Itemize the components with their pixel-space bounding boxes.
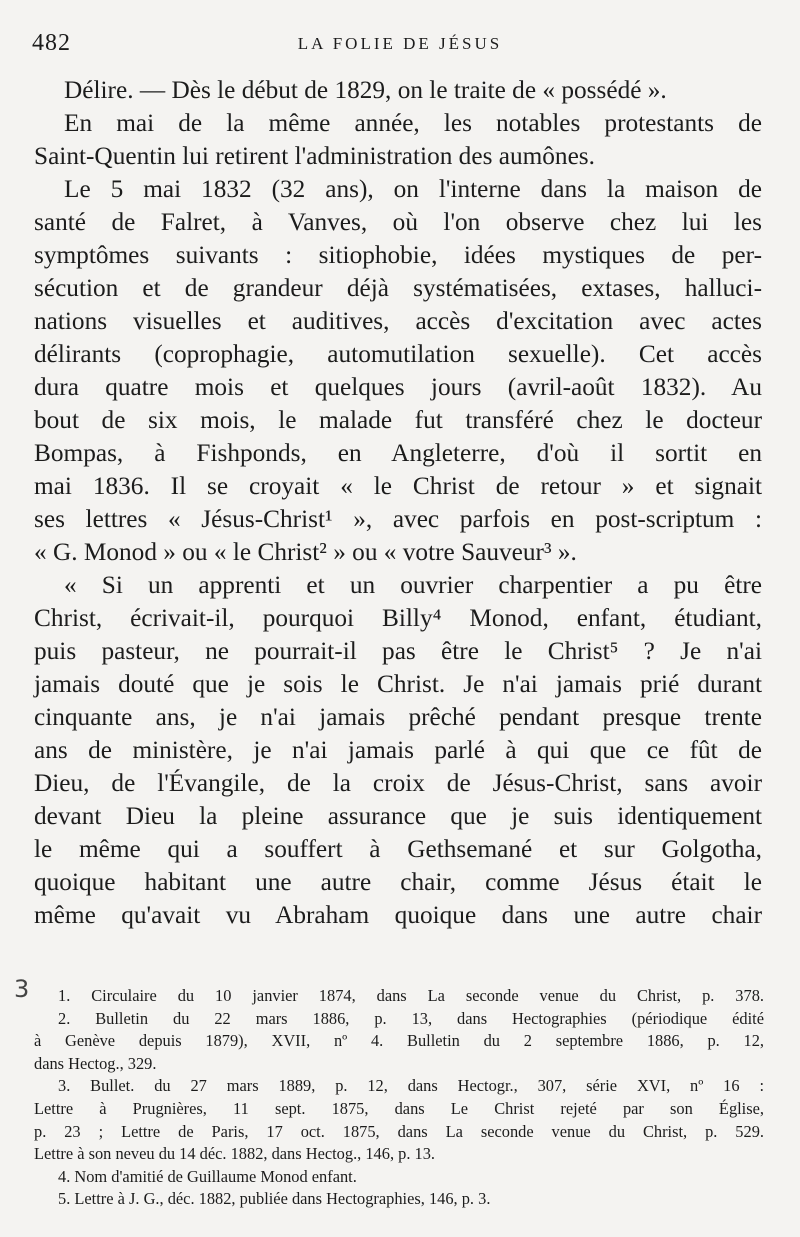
text-line: Le 5 mai 1832 (32 ans), on l'interne dans la maison de	[64, 175, 762, 203]
footnote-line: 4. Nom d'amitié de Guillaume Monod enfant.	[58, 1166, 357, 1186]
text-line: Christ, écrivait-il, pourquoi Billy⁴ Monod, enfant, étudiant,	[34, 604, 762, 632]
text-line: devant Dieu la pleine assurance que je suis identiquement	[34, 802, 762, 830]
footnote-line: Lettre à son neveu du 14 déc. 1882, dans Hectog., 146, p. 13.	[34, 1144, 436, 1164]
footnote-line: 3. Bullet. du 27 mars 1889, p. 12, dans Hectogr., 307, série XVI, nº 16 :	[58, 1076, 764, 1096]
text-line: Délire. — Dès le début de 1829, on le traite de « possédé ».	[64, 76, 667, 104]
footnote-line: dans Hectog., 329.	[34, 1053, 157, 1073]
text-line: puis pasteur, ne pourrait-il pas être le Christ⁵ ? Je n'ai	[34, 637, 762, 665]
text-line: dura quatre mois et quelques jours (avril-août 1832). Au	[34, 373, 762, 401]
footnote-line: à Genève depuis 1879), XVII, nº 4. Bulletin du 2 septembre 1886, p. 12,	[34, 1031, 764, 1051]
margin-mark: 3	[14, 975, 30, 1003]
text-line: santé de Falret, à Vanves, où l'on observe chez lui les	[34, 208, 762, 236]
text-line: même qu'avait vu Abraham quoique dans une autre chair	[34, 901, 762, 929]
text-line: Dieu, de l'Évangile, de la croix de Jésus-Christ, sans avoir	[34, 769, 762, 797]
text-line: jamais douté que je sois le Christ. Je n'ai jamais prié durant	[34, 670, 762, 698]
footnote-line: p. 23 ; Lettre de Paris, 17 oct. 1875, dans La seconde venue du Christ, p. 529.	[34, 1121, 764, 1141]
text-line: quoique habitant une autre chair, comme Jésus était le	[34, 868, 762, 896]
running-head: LA FOLIE DE JÉSUS	[297, 34, 503, 53]
text-line: mai 1836. Il se croyait « le Christ de retour » et signait	[34, 472, 762, 500]
footnote-line: 1. Circulaire du 10 janvier 1874, dans La seconde venue du Christ, p. 378.	[58, 986, 764, 1005]
page-number: 482	[32, 30, 71, 56]
text-line: délirants (coprophagie, automutilation sexuelle). Cet accès	[34, 340, 762, 368]
text-line: le même qui a souffert à Gethsemané et sur Golgotha,	[34, 835, 762, 863]
footnotes	[34, 985, 764, 1211]
body-text	[34, 74, 762, 932]
text-line: bout de six mois, le malade fut transféré chez le docteur	[34, 406, 762, 434]
text-line: Saint-Quentin lui retirent l'administration des aumônes.	[34, 142, 595, 170]
text-line: sécution et de grandeur déjà systématisées, extases, halluci-	[34, 274, 762, 302]
text-line: ses lettres « Jésus-Christ¹ », avec parfois en post-scriptum :	[34, 505, 762, 533]
text-line: « Si un apprenti et un ouvrier charpentier a pu être	[64, 571, 762, 599]
text-line: nations visuelles et auditives, accès d'excitation avec actes	[34, 307, 762, 335]
text-line: Bompas, à Fishponds, en Angleterre, d'où il sortit en	[34, 439, 762, 467]
page-header	[32, 30, 768, 60]
text-line: symptômes suivants : sitiophobie, idées mystiques de per-	[34, 241, 762, 269]
footnote-line: Lettre à Prugnières, 11 sept. 1875, dans Le Christ rejeté par son Église,	[34, 1098, 764, 1118]
text-line: En mai de la même année, les notables protestants de	[64, 109, 762, 137]
footnote-line: 2. Bulletin du 22 mars 1886, p. 13, dans Hectographies (périodique édité	[58, 1008, 764, 1028]
text-line: cinquante ans, je n'ai jamais prêché pendant presque trente	[34, 703, 762, 731]
footnote-line: 5. Lettre à J. G., déc. 1882, publiée dans Hectographies, 146, p. 3.	[58, 1189, 491, 1209]
text-line: ans de ministère, je n'ai jamais parlé à qui que ce fût de	[34, 736, 762, 764]
text-line: « G. Monod » ou « le Christ² » ou « votre Sauveur³ ».	[34, 538, 577, 566]
